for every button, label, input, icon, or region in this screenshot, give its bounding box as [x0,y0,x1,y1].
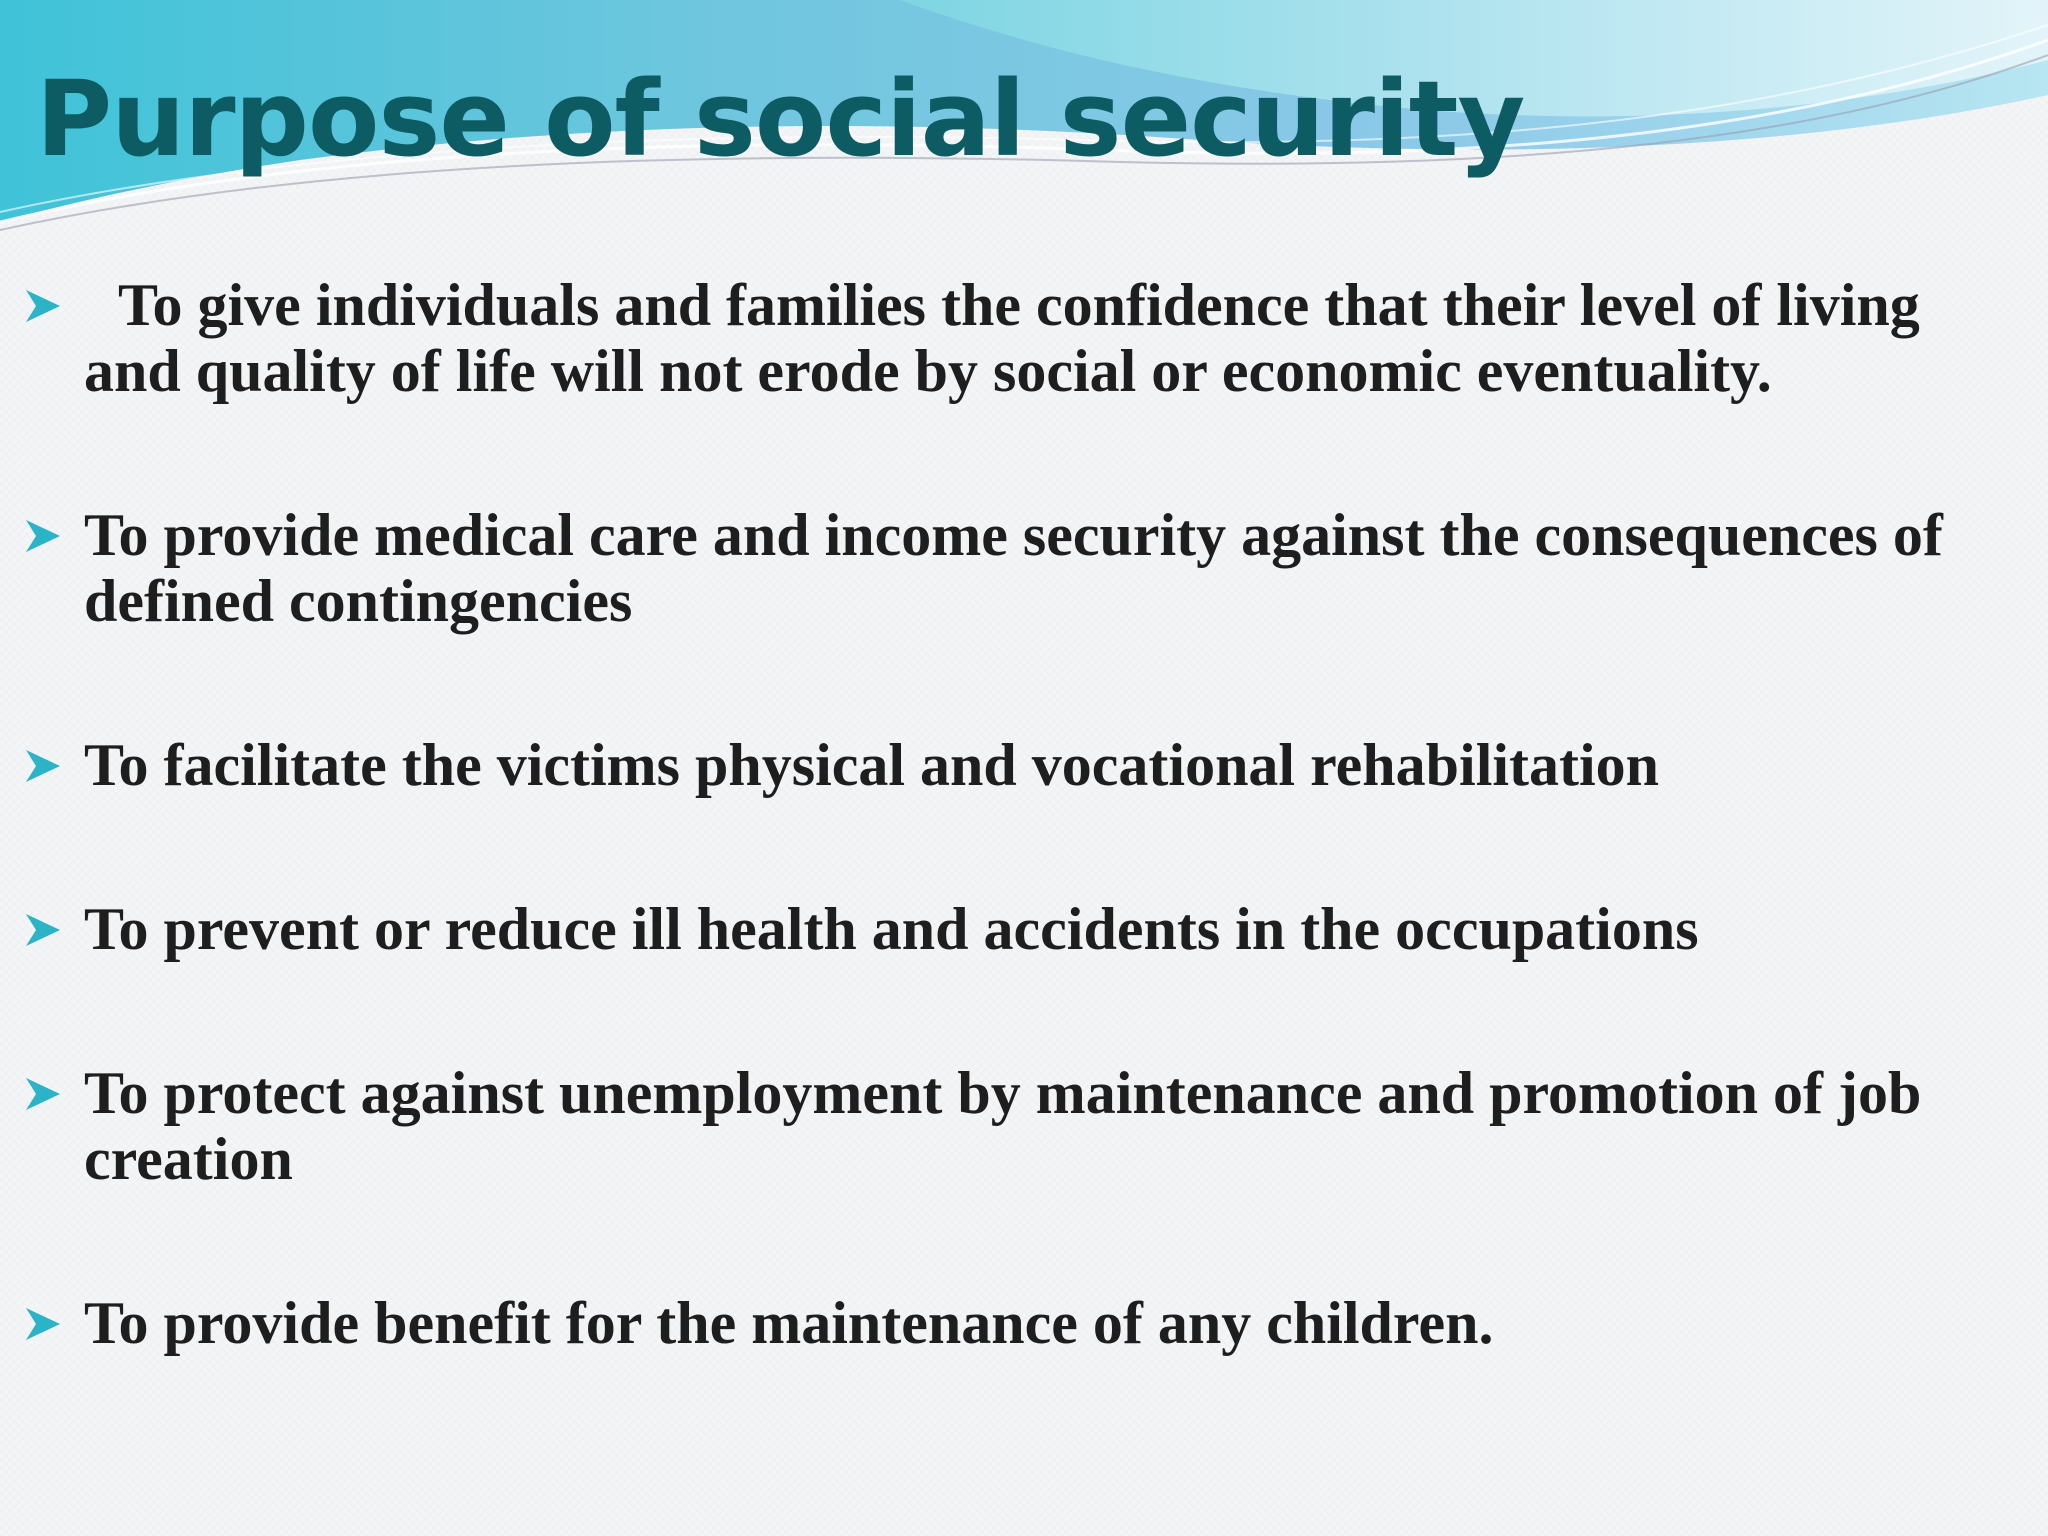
bullet-item [22,732,2012,798]
arrow-right-icon [22,516,64,556]
arrow-right-icon [22,746,64,786]
bullet-text: To protect against unemployment by maintenance and promotion of job creation [84,1060,1922,1192]
arrow-right-icon [22,1304,64,1344]
bullet-text: To facilitate the victims physical and vocational rehabilitation [84,732,1660,798]
bullet-item [22,1060,2012,1192]
slide-title: Purpose of social security [36,58,1525,180]
arrow-right-icon [22,910,64,950]
bullet-item [22,502,2012,634]
bullet-text: To provide benefit for the maintenance of any children. [84,1290,1494,1356]
bullet-text: To provide medical care and income security against the consequences of defined contingencies [84,502,1943,634]
bullet-item [22,896,2012,962]
bullet-item [22,272,2012,404]
bullet-item [22,1290,2012,1356]
bullet-list [22,272,2012,1454]
bullet-text: To give individuals and families the confidence that their level of living and quality of life will not erode by social or economic eventuality. [84,272,1920,404]
arrow-right-icon [22,1074,64,1114]
bullet-text: To prevent or reduce ill health and accidents in the occupations [84,896,1699,962]
arrow-right-icon [22,286,64,326]
